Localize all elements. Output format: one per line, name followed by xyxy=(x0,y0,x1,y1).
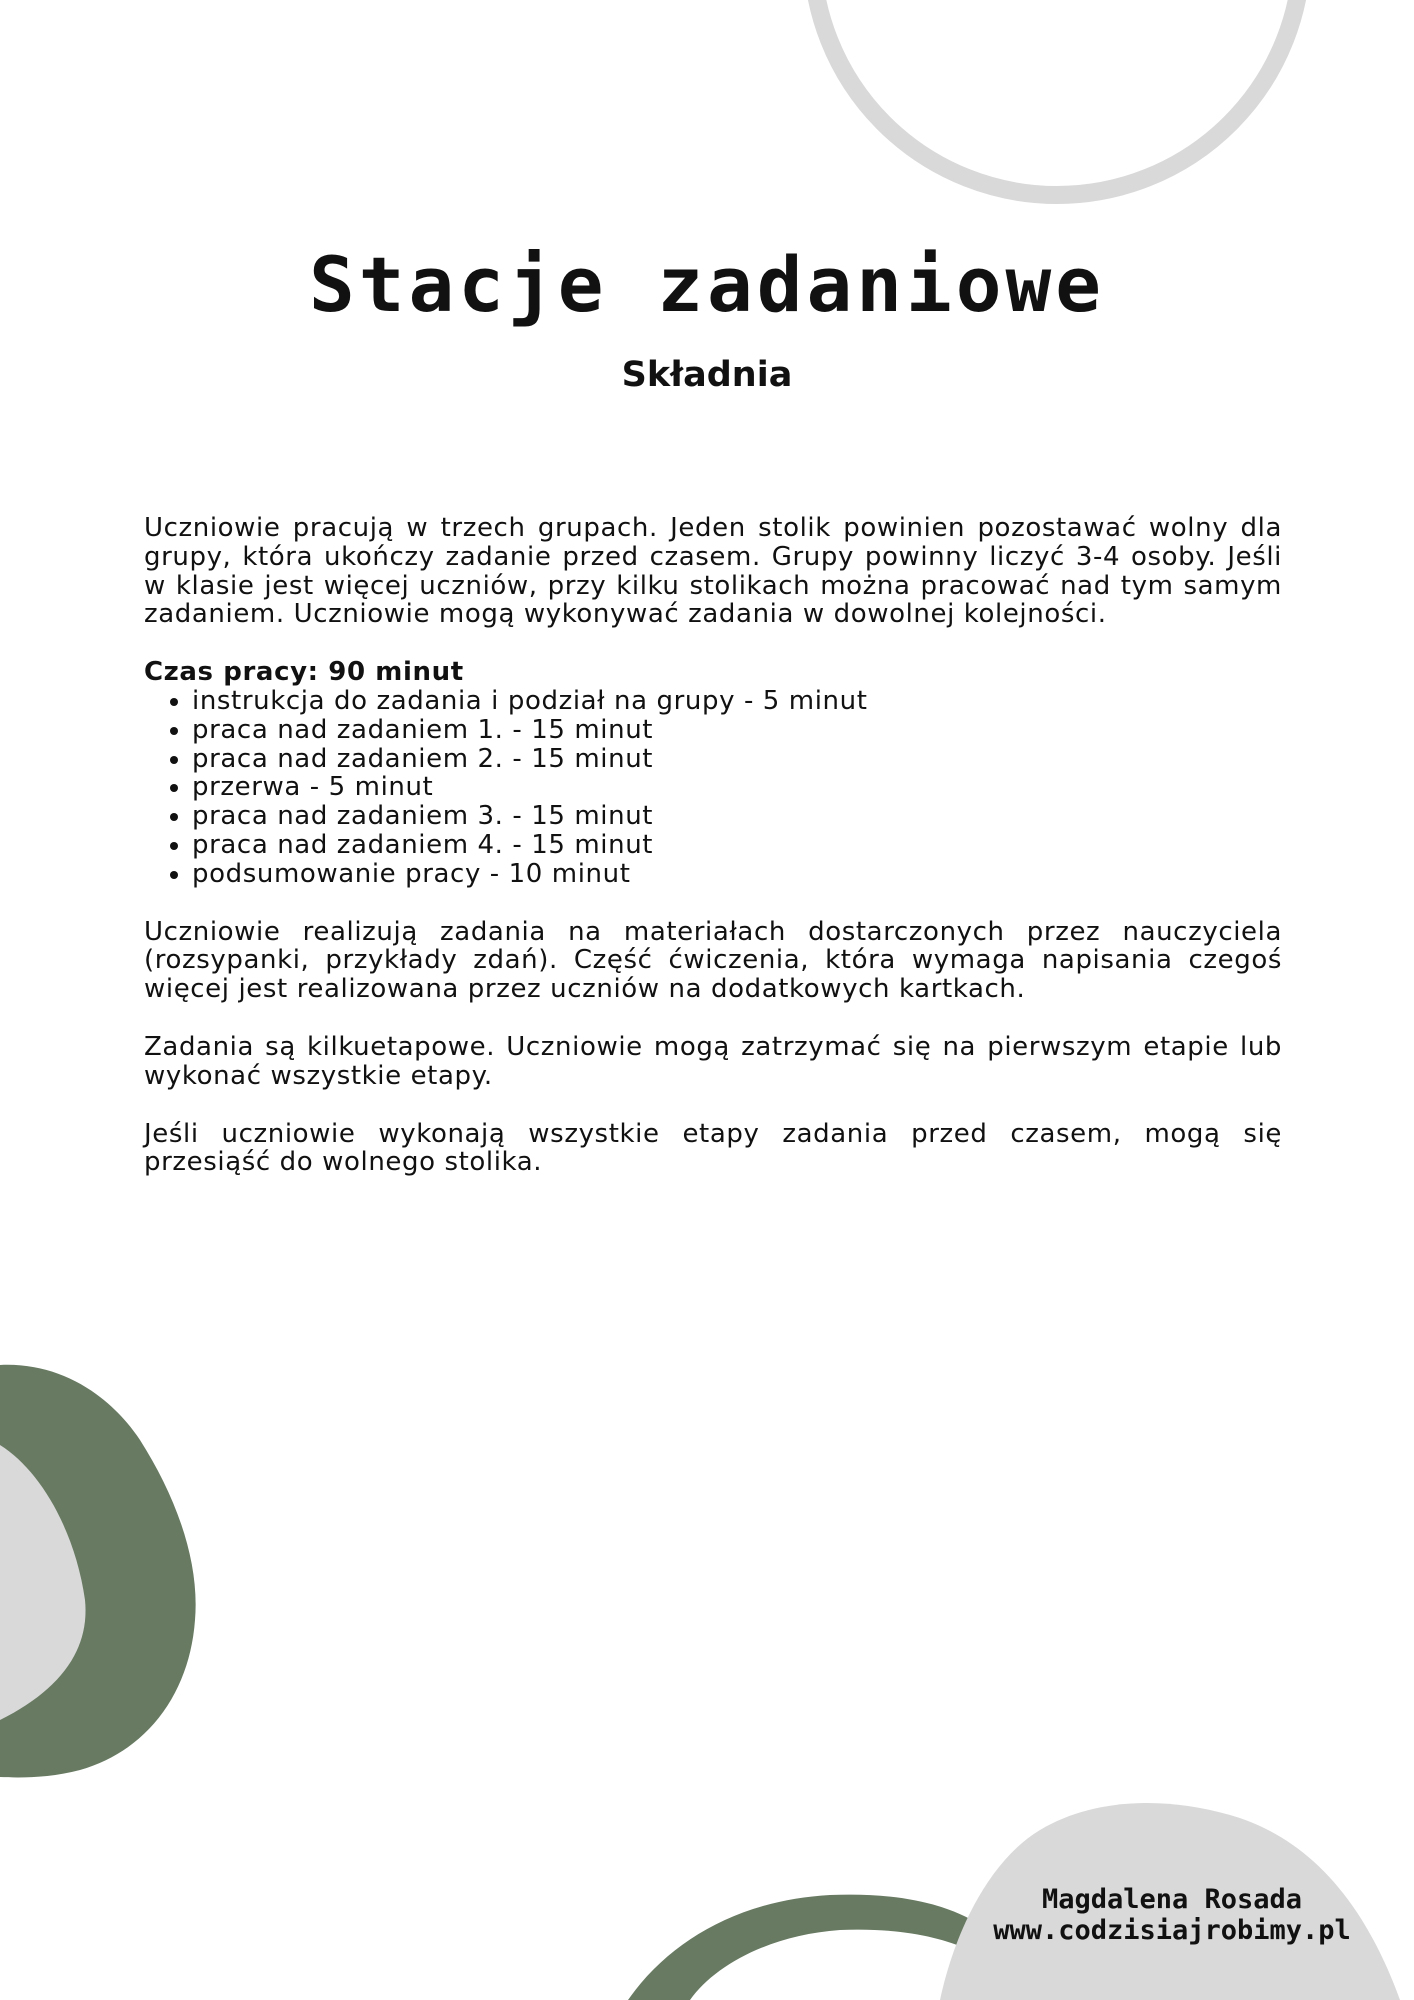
schedule-list xyxy=(144,687,1282,889)
author-name: Magdalena Rosada xyxy=(1041,1884,1303,1915)
bottom-green-arc xyxy=(628,1895,980,2000)
list-item: • praca nad zadaniem 3. - 15 minut xyxy=(192,802,1282,831)
list-item: • przerwa - 5 minut xyxy=(192,773,1282,802)
list-item: • praca nad zadaniem 2. - 15 minut xyxy=(192,745,1282,774)
website-link[interactable]: www.codzisiajrobimy.pl xyxy=(993,1915,1351,1946)
page-subtitle: Składnia xyxy=(621,355,793,395)
intro-paragraph: Uczniowie pracują w trzech grupach. Jeden stolik powinien pozostawać wolny dla grupy, która ukończy zadanie przed czasem. Grupy powinny liczyć 3-4 osoby. Jeśli w klasie jest więcej uczniów, przy kilku stolikach można pracować nad tym samym zadaniem. Uczniowie mogą wykonywać zadania w dowolnej kolejności. xyxy=(144,513,1282,630)
top-ring-shape xyxy=(812,0,1302,195)
early-finish-paragraph: Jeśli uczniowie wykonają wszystkie etapy zadania przed czasem, mogą się przesiąść do wolnego stolika. xyxy=(144,1118,1282,1178)
list-item: • podsumowanie pracy - 10 minut xyxy=(192,860,1282,889)
materials-paragraph: Uczniowie realizują zadania na materiałach dostarczonych przez nauczyciela (rozsypanki, przykłady zdań). Część ćwiczenia, która wymaga napisania czegoś więcej jest realizowana przez uczniów na dodatkowych kartkach. xyxy=(144,916,1282,1005)
list-item: • praca nad zadaniem 1. - 15 minut xyxy=(192,716,1282,745)
footer xyxy=(960,1884,1384,1946)
list-item: • praca nad zadaniem 4. - 15 minut xyxy=(192,831,1282,860)
schedule-heading: Czas pracy: 90 minut xyxy=(144,657,464,688)
stages-paragraph: Zadania są kilkuetapowe. Uczniowie mogą zatrzymać się na pierwszym etapie lub wykonać wszystkie etapy. xyxy=(144,1031,1282,1091)
page-title: Stacje zadaniowe xyxy=(308,240,1106,329)
list-item: • instrukcja do zadania i podział na grupy - 5 minut xyxy=(192,687,1282,716)
document-body xyxy=(144,514,1282,1177)
